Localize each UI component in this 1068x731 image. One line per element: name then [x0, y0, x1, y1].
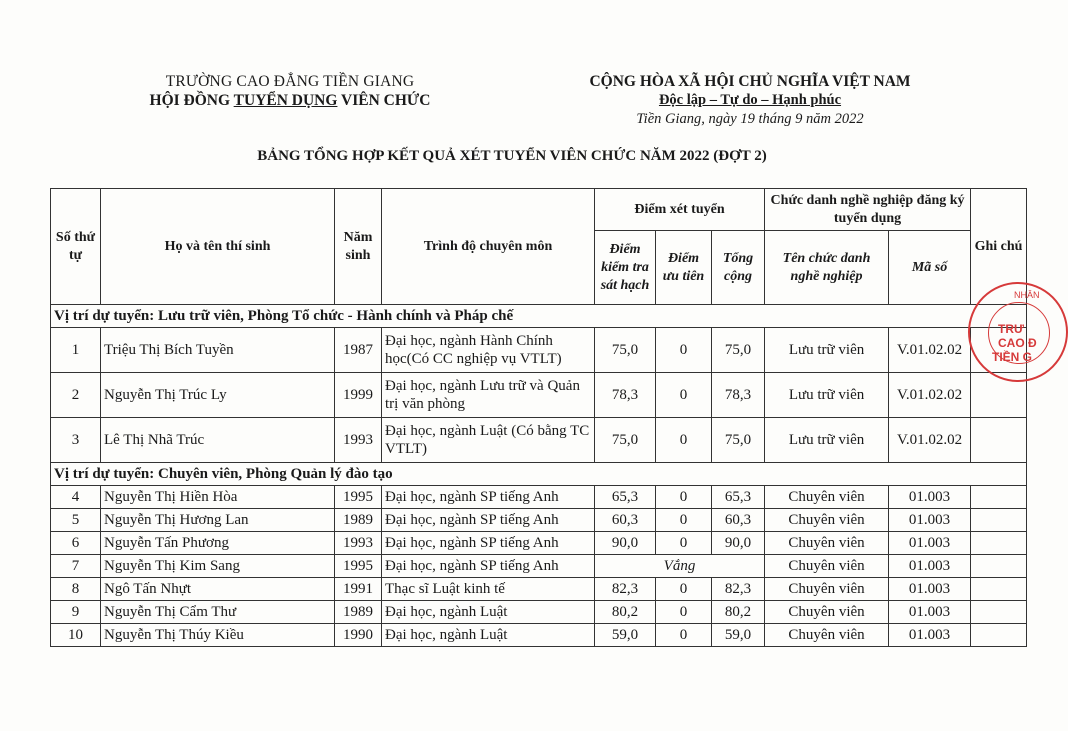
cell-score-priority: 0	[656, 578, 712, 601]
cell-title-code: V.01.02.02	[889, 328, 971, 373]
cell-score-priority: 0	[656, 509, 712, 532]
cell-name: Nguyễn Tấn Phương	[101, 532, 335, 555]
cell-qualification: Đại học, ngành SP tiếng Anh	[382, 486, 595, 509]
cell-name: Nguyễn Thị Hương Lan	[101, 509, 335, 532]
cell-title-code: V.01.02.02	[889, 418, 971, 463]
cell-title-code: 01.003	[889, 532, 971, 555]
issuer-council-pre: HỘI ĐỒNG	[149, 92, 234, 109]
cell-year: 1993	[335, 532, 382, 555]
cell-title-name: Chuyên viên	[765, 486, 889, 509]
cell-score-test: 59,0	[595, 624, 656, 647]
cell-stt: 4	[51, 486, 101, 509]
cell-year: 1989	[335, 509, 382, 532]
cell-title-name: Chuyên viên	[765, 578, 889, 601]
cell-score-test: 65,3	[595, 486, 656, 509]
cell-qualification: Đại học, ngành Luật	[382, 601, 595, 624]
cell-qualification: Đại học, ngành Hành Chính học(Có CC nghiệp vụ VTLT)	[382, 328, 595, 373]
cell-year: 1990	[335, 624, 382, 647]
cell-score-total: 59,0	[712, 624, 765, 647]
cell-qualification: Thạc sĩ Luật kinh tế	[382, 578, 595, 601]
cell-score-priority: 0	[656, 624, 712, 647]
cell-year: 1999	[335, 373, 382, 418]
col-score-total: Tổng cộng	[712, 231, 765, 305]
issuer-school: TRƯỜNG CAO ĐẲNG TIỀN GIANG	[165, 73, 415, 90]
cell-score-test: 80,2	[595, 601, 656, 624]
document-title: BẢNG TỔNG HỢP KẾT QUẢ XÉT TUYỂN VIÊN CHỨC NĂM 2022 (ĐỢT 2)	[257, 148, 767, 164]
col-title-group: Chức danh nghề nghiệp đăng ký tuyển dụng	[765, 189, 971, 231]
table-row	[51, 373, 1027, 418]
cell-stt: 3	[51, 418, 101, 463]
cell-stt: 2	[51, 373, 101, 418]
cell-title-code: 01.003	[889, 601, 971, 624]
col-stt: Số thứ tự	[51, 189, 101, 305]
cell-score-priority: 0	[656, 601, 712, 624]
cell-score-priority: 0	[656, 373, 712, 418]
cell-score-priority: 0	[656, 532, 712, 555]
cell-stt: 10	[51, 624, 101, 647]
cell-name: Nguyễn Thị Kim Sang	[101, 555, 335, 578]
cell-year: 1995	[335, 486, 382, 509]
results-table	[50, 188, 1027, 647]
cell-note	[971, 418, 1027, 463]
col-year: Năm sinh	[335, 189, 382, 305]
cell-score-priority: 0	[656, 486, 712, 509]
cell-score-priority: 0	[656, 328, 712, 373]
table-row	[51, 509, 1027, 532]
cell-note	[971, 624, 1027, 647]
place-date: Tiền Giang, ngày 19 tháng 9 năm 2022	[636, 111, 864, 127]
official-seal	[968, 282, 1068, 382]
cell-title-code: 01.003	[889, 555, 971, 578]
table-row	[51, 532, 1027, 555]
cell-qualification: Đại học, ngành Luật	[382, 624, 595, 647]
cell-qualification: Đại học, ngành SP tiếng Anh	[382, 532, 595, 555]
table-row	[51, 555, 1027, 578]
table-row	[51, 624, 1027, 647]
seal-text-3: TIỀN G	[992, 350, 1033, 364]
national-motto-block	[540, 72, 960, 129]
cell-name: Triệu Thị Bích Tuyền	[101, 328, 335, 373]
cell-stt: 5	[51, 509, 101, 532]
cell-title-code: 01.003	[889, 624, 971, 647]
table-row	[51, 418, 1027, 463]
cell-stt: 1	[51, 328, 101, 373]
table-body	[51, 305, 1027, 647]
section-heading: Vị trí dự tuyển: Chuyên viên, Phòng Quản lý đào tạo	[51, 463, 1027, 486]
cell-title-name: Lưu trữ viên	[765, 328, 889, 373]
cell-qualification: Đại học, ngành Lưu trữ và Quản trị văn phòng	[382, 373, 595, 418]
table-row	[51, 601, 1027, 624]
cell-qualification: Đại học, ngành Luật (Có bằng TC VTLT)	[382, 418, 595, 463]
col-title-name: Tên chức danh nghề nghiệp	[765, 231, 889, 305]
cell-score-test: 75,0	[595, 328, 656, 373]
cell-note	[971, 601, 1027, 624]
issuer-council-post: VIÊN CHỨC	[337, 92, 431, 109]
cell-title-code: 01.003	[889, 486, 971, 509]
seal-text-2: CAO Đ	[998, 336, 1037, 350]
cell-qualification: Đại học, ngành SP tiếng Anh	[382, 509, 595, 532]
seal-arc-text: NHÂN	[1014, 290, 1040, 300]
cell-note	[971, 532, 1027, 555]
cell-note	[971, 486, 1027, 509]
cell-score-total: 60,3	[712, 509, 765, 532]
cell-name: Nguyễn Thị Thúy Kiều	[101, 624, 335, 647]
cell-title-name: Lưu trữ viên	[765, 373, 889, 418]
cell-title-name: Chuyên viên	[765, 624, 889, 647]
cell-stt: 9	[51, 601, 101, 624]
cell-year: 1995	[335, 555, 382, 578]
table-row	[51, 486, 1027, 509]
cell-score-test: 75,0	[595, 418, 656, 463]
cell-score-total: 90,0	[712, 532, 765, 555]
cell-score-test: 60,3	[595, 509, 656, 532]
cell-title-name: Lưu trữ viên	[765, 418, 889, 463]
cell-name: Nguyễn Thị Trúc Ly	[101, 373, 335, 418]
cell-score-total: 75,0	[712, 418, 765, 463]
col-note: Ghi chú	[971, 189, 1027, 305]
cell-score-test: 78,3	[595, 373, 656, 418]
cell-name: Lê Thị Nhã Trúc	[101, 418, 335, 463]
cell-title-name: Chuyên viên	[765, 555, 889, 578]
col-score-group: Điểm xét tuyển	[595, 189, 765, 231]
cell-title-code: 01.003	[889, 578, 971, 601]
cell-note	[971, 509, 1027, 532]
cell-score-total: 82,3	[712, 578, 765, 601]
cell-stt: 7	[51, 555, 101, 578]
col-name: Họ và tên thí sinh	[101, 189, 335, 305]
country-name: CỘNG HÒA XÃ HỘI CHỦ NGHĨA VIỆT NAM	[589, 73, 911, 90]
cell-note	[971, 578, 1027, 601]
cell-score-total: 65,3	[712, 486, 765, 509]
cell-title-name: Chuyên viên	[765, 509, 889, 532]
col-title-code: Mã số	[889, 231, 971, 305]
cell-score-test: 82,3	[595, 578, 656, 601]
cell-year: 1989	[335, 601, 382, 624]
col-score-test: Điểm kiểm tra sát hạch	[595, 231, 656, 305]
cell-title-name: Chuyên viên	[765, 601, 889, 624]
cell-absent: Vắng	[595, 555, 765, 578]
cell-note	[971, 555, 1027, 578]
issuer-council	[95, 91, 485, 110]
issuer-council-underlined: TUYỂN DỤNG	[233, 92, 338, 109]
cell-year: 1987	[335, 328, 382, 373]
cell-name: Nguyễn Thị Hiền Hòa	[101, 486, 335, 509]
issuer-block	[95, 72, 485, 110]
table-row	[51, 578, 1027, 601]
cell-title-code: 01.003	[889, 509, 971, 532]
cell-stt: 6	[51, 532, 101, 555]
section-heading: Vị trí dự tuyển: Lưu trữ viên, Phòng Tổ chức - Hành chính và Pháp chế	[51, 305, 1027, 328]
cell-score-test: 90,0	[595, 532, 656, 555]
cell-year: 1993	[335, 418, 382, 463]
cell-score-total: 80,2	[712, 601, 765, 624]
cell-name: Nguyễn Thị Cẩm Thư	[101, 601, 335, 624]
seal-text-1: TRƯ	[998, 322, 1024, 336]
cell-name: Ngô Tấn Nhựt	[101, 578, 335, 601]
col-qualification: Trình độ chuyên môn	[382, 189, 595, 305]
motto: Độc lập – Tự do – Hạnh phúc	[658, 92, 842, 108]
cell-year: 1991	[335, 578, 382, 601]
col-score-priority: Điểm ưu tiên	[656, 231, 712, 305]
cell-qualification: Đại học, ngành SP tiếng Anh	[382, 555, 595, 578]
cell-score-priority: 0	[656, 418, 712, 463]
cell-title-name: Chuyên viên	[765, 532, 889, 555]
table-row	[51, 328, 1027, 373]
cell-score-total: 75,0	[712, 328, 765, 373]
cell-stt: 8	[51, 578, 101, 601]
cell-score-total: 78,3	[712, 373, 765, 418]
cell-title-code: V.01.02.02	[889, 373, 971, 418]
